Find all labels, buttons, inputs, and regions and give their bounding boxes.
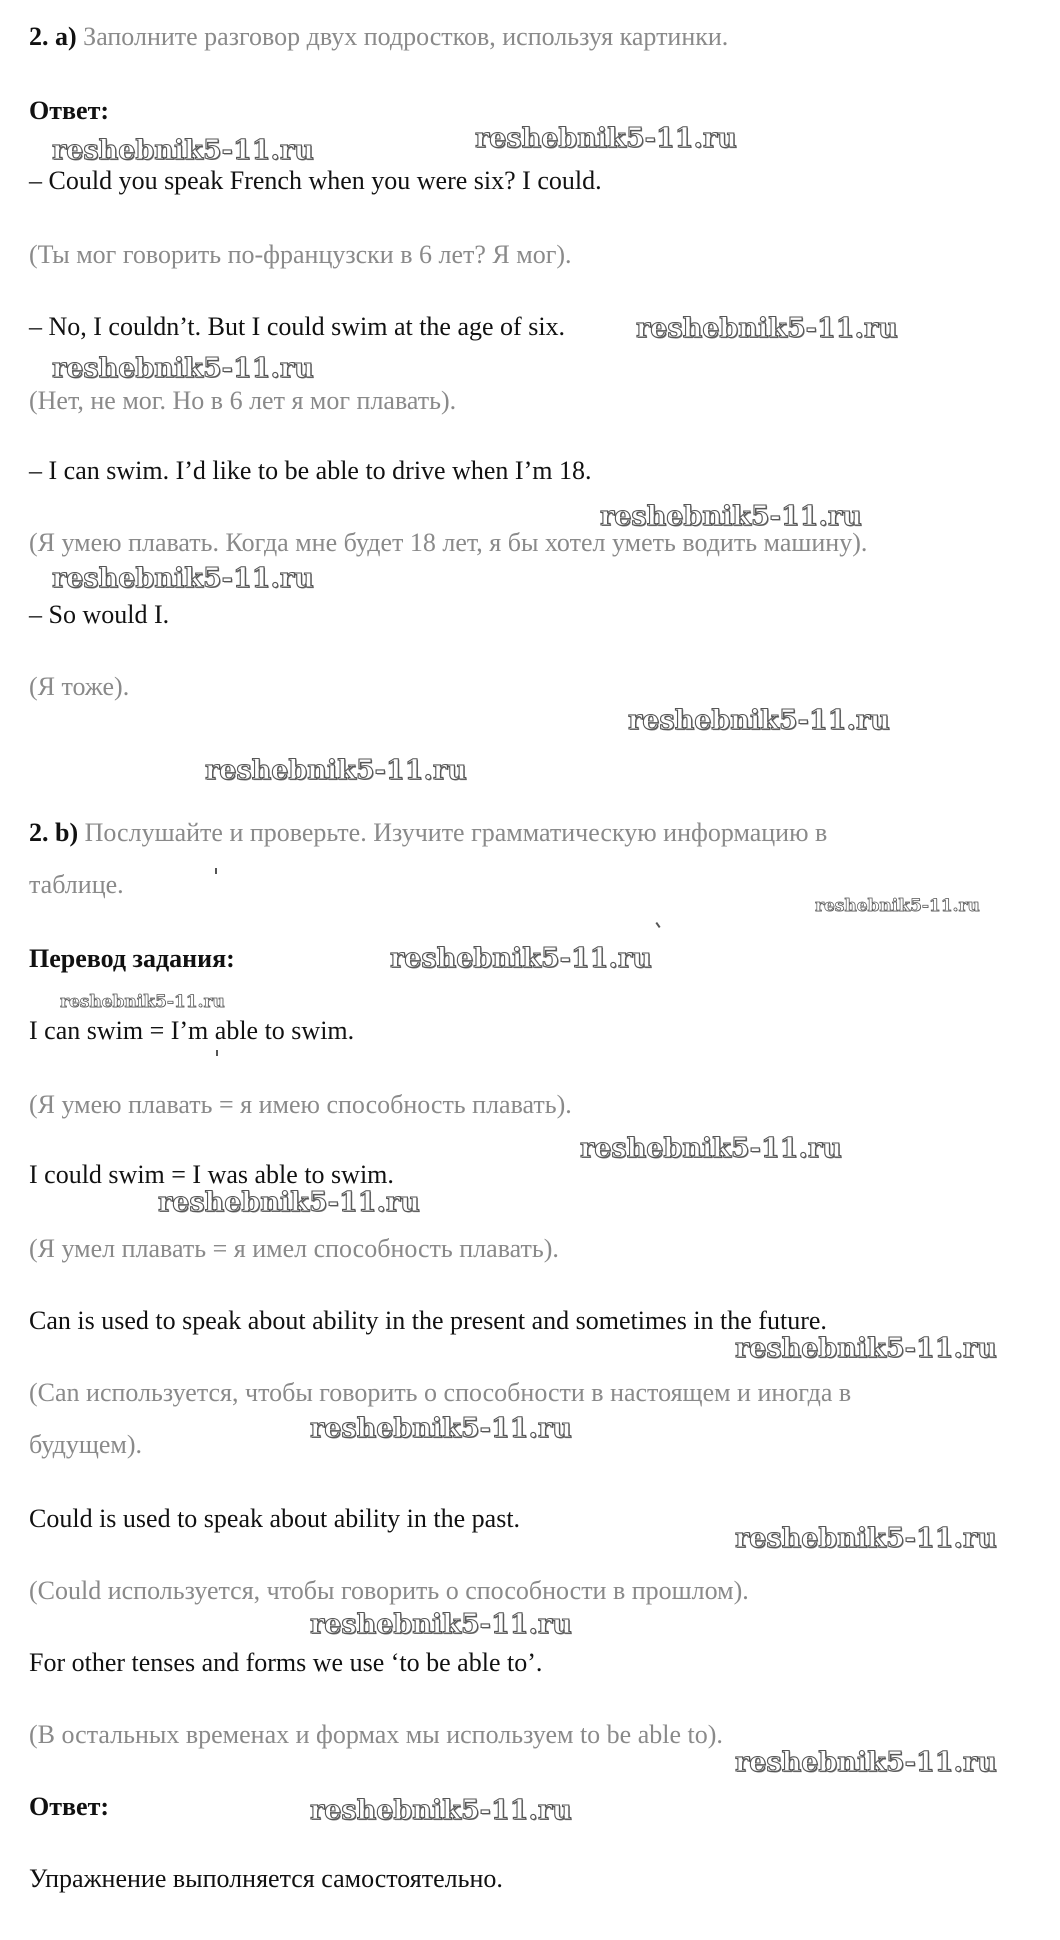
watermark: reshebnik5-11.ru bbox=[628, 705, 890, 736]
dialogue-line-ru: (Нет, не мог. Но в 6 лет я мог плавать). bbox=[29, 386, 457, 415]
part-a-heading bbox=[29, 22, 728, 52]
watermark: reshebnik5-11.ru bbox=[735, 1523, 997, 1554]
dialogue-line-en: – So would I. bbox=[29, 600, 170, 629]
watermark: reshebnik5-11.ru bbox=[600, 501, 862, 532]
dialogue-line-ru: (Ты мог говорить по-французски в 6 лет? Я мог). bbox=[29, 240, 572, 269]
watermark: reshebnik5-11.ru bbox=[310, 1795, 572, 1826]
rule-ru: (Can используется, чтобы говорить о способности в настоящем и иногда в bbox=[29, 1378, 852, 1407]
watermark: reshebnik5-11.ru bbox=[205, 755, 467, 786]
part-a-answer-label: Ответ: bbox=[29, 96, 110, 125]
dialogue-line-ru: (Я умею плавать. Когда мне будет 18 лет, я бы хотел уметь водить машину). bbox=[29, 528, 868, 557]
scan-speck bbox=[215, 868, 217, 874]
part-b-number: 2. b) bbox=[29, 818, 79, 847]
watermark: reshebnik5-11.ru bbox=[735, 1333, 997, 1364]
watermark: reshebnik5-11.ru bbox=[52, 353, 314, 384]
rule-ru: (В остальных временах и формах мы используем to be able to). bbox=[29, 1720, 723, 1749]
rule-en: Could is used to speak about ability in the past. bbox=[29, 1504, 521, 1533]
watermark: reshebnik5-11.ru bbox=[735, 1747, 997, 1778]
part-b-heading bbox=[29, 818, 827, 848]
watermark: reshebnik5-11.ru bbox=[475, 123, 737, 154]
part-a-number: 2. a) bbox=[29, 22, 77, 51]
part-b-task-line2: таблице. bbox=[29, 870, 124, 899]
rule-en: Can is used to speak about ability in the present and sometimes in the future. bbox=[29, 1306, 827, 1335]
dialogue-line-ru: (Я тоже). bbox=[29, 672, 130, 701]
watermark: reshebnik5-11.ru bbox=[158, 1187, 420, 1218]
rule-ru: (Я умел плавать = я имел способность плавать). bbox=[29, 1234, 559, 1263]
part-b-answer-label: Ответ: bbox=[29, 1792, 110, 1821]
part-b-answer-text: Упражнение выполняется самостоятельно. bbox=[29, 1864, 503, 1893]
watermark: reshebnik5-11.ru bbox=[52, 563, 314, 594]
watermark: reshebnik5-11.ru bbox=[636, 313, 898, 344]
rule-ru: (Я умею плавать = я имею способность плавать). bbox=[29, 1090, 572, 1119]
scan-speck bbox=[655, 922, 660, 928]
rule-en: I can swim = I’m able to swim. bbox=[29, 1016, 355, 1045]
watermark: reshebnik5-11.ru bbox=[310, 1609, 572, 1640]
watermark: reshebnik5-11.ru bbox=[580, 1133, 842, 1164]
watermark: reshebnik5-11.ru bbox=[815, 896, 980, 916]
rule-en: For other tenses and forms we use ‘to be able to’. bbox=[29, 1648, 543, 1677]
rule-ru: (Could используется, чтобы говорить о способности в прошлом). bbox=[29, 1576, 749, 1605]
dialogue-line-en: – Could you speak French when you were six? I could. bbox=[29, 166, 602, 195]
dialogue-line-en: – No, I couldn’t. But I could swim at the age of six. bbox=[29, 312, 566, 341]
watermark: reshebnik5-11.ru bbox=[60, 992, 225, 1012]
dialogue-line-en: – I can swim. I’d like to be able to drive when I’m 18. bbox=[29, 456, 592, 485]
rule-ru: будущем). bbox=[29, 1430, 143, 1459]
scan-speck bbox=[216, 1050, 218, 1056]
watermark: reshebnik5-11.ru bbox=[390, 943, 652, 974]
watermark: reshebnik5-11.ru bbox=[310, 1413, 572, 1444]
translation-label: Перевод задания: bbox=[29, 944, 235, 973]
part-a-task: Заполните разговор двух подростков, используя картинки. bbox=[83, 22, 729, 51]
rule-en: I could swim = I was able to swim. bbox=[29, 1160, 394, 1189]
part-b-task-line1: Послушайте и проверьте. Изучите грамматическую информацию в bbox=[84, 818, 828, 847]
watermark: reshebnik5-11.ru bbox=[52, 135, 314, 166]
